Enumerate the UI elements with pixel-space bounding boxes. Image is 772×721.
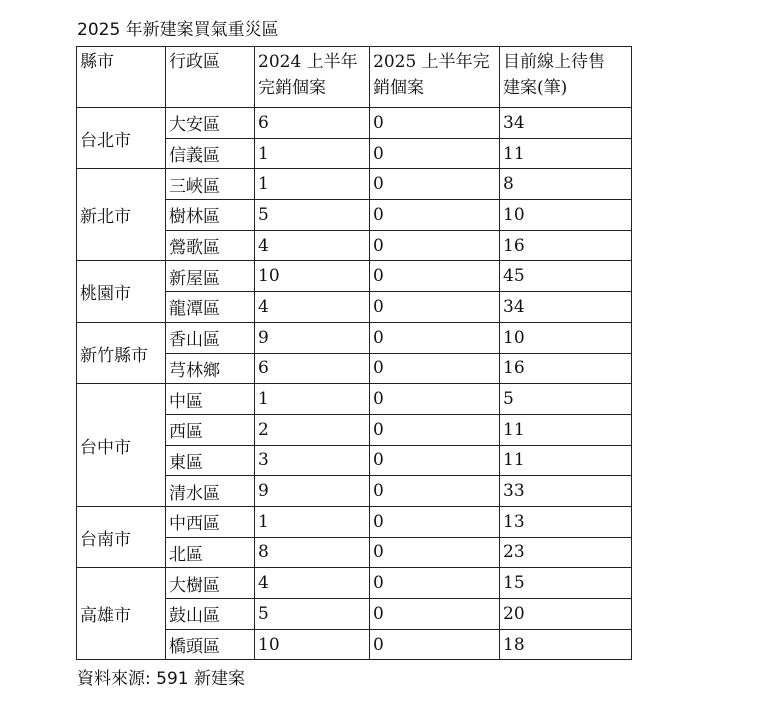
sold-2024-cell: 6 [255, 353, 370, 384]
district-cell: 中西區 [166, 506, 255, 537]
sold-2025-cell: 0 [370, 230, 500, 261]
sold-2025-cell: 0 [370, 445, 500, 476]
table-row [77, 506, 632, 537]
sold-2024-cell: 4 [255, 568, 370, 599]
sold-2025-cell: 0 [370, 537, 500, 568]
online-cell: 8 [500, 169, 632, 200]
district-cell: 三峽區 [166, 169, 255, 200]
sold-2024-cell: 1 [255, 384, 370, 415]
table-row [77, 108, 632, 139]
district-cell: 香山區 [166, 322, 255, 353]
district-cell: 西區 [166, 414, 255, 445]
sold-2025-cell: 0 [370, 476, 500, 507]
table-row [77, 169, 632, 200]
sold-2024-cell: 4 [255, 230, 370, 261]
table-row [77, 322, 632, 353]
online-cell: 18 [500, 629, 632, 660]
sold-2024-cell: 3 [255, 445, 370, 476]
data-table [76, 46, 632, 660]
sold-2025-cell: 0 [370, 414, 500, 445]
district-cell: 信義區 [166, 138, 255, 169]
district-cell: 中區 [166, 384, 255, 415]
district-cell: 北區 [166, 537, 255, 568]
online-cell: 11 [500, 138, 632, 169]
sold-2025-cell: 0 [370, 506, 500, 537]
sold-2024-cell: 5 [255, 200, 370, 231]
district-cell: 新屋區 [166, 261, 255, 292]
table-header [77, 47, 632, 108]
table-row [77, 384, 632, 415]
sold-2024-cell: 2 [255, 414, 370, 445]
sold-2025-cell: 0 [370, 200, 500, 231]
district-cell: 大安區 [166, 108, 255, 139]
online-cell: 11 [500, 414, 632, 445]
table-row [77, 261, 632, 292]
online-cell: 45 [500, 261, 632, 292]
sold-2024-cell: 1 [255, 138, 370, 169]
online-cell: 16 [500, 230, 632, 261]
sold-2024-cell: 10 [255, 629, 370, 660]
sold-2024-cell: 4 [255, 292, 370, 323]
sold-2025-cell: 0 [370, 169, 500, 200]
sold-2025-cell: 0 [370, 322, 500, 353]
source-note: 資料來源: 591 新建案 [77, 669, 245, 689]
header-row [77, 47, 632, 108]
online-cell: 23 [500, 537, 632, 568]
district-cell: 大樹區 [166, 568, 255, 599]
online-cell: 15 [500, 568, 632, 599]
sold-2024-cell: 9 [255, 476, 370, 507]
district-cell: 龍潭區 [166, 292, 255, 323]
online-cell: 10 [500, 322, 632, 353]
online-cell: 10 [500, 200, 632, 231]
city-cell: 桃園市 [77, 261, 166, 322]
city-cell: 高雄市 [77, 568, 166, 660]
header-district: 行政區 [166, 47, 255, 108]
sold-2024-cell: 5 [255, 599, 370, 630]
city-cell: 新竹縣市 [77, 322, 166, 383]
city-cell: 台北市 [77, 108, 166, 169]
sold-2024-cell: 9 [255, 322, 370, 353]
sold-2025-cell: 0 [370, 353, 500, 384]
header-sold-2025: 2025 上半年完 銷個案 [370, 47, 500, 108]
sold-2025-cell: 0 [370, 138, 500, 169]
district-cell: 清水區 [166, 476, 255, 507]
sold-2025-cell: 0 [370, 629, 500, 660]
online-cell: 34 [500, 108, 632, 139]
table-row [77, 568, 632, 599]
city-cell: 新北市 [77, 169, 166, 261]
sold-2025-cell: 0 [370, 599, 500, 630]
online-cell: 11 [500, 445, 632, 476]
sold-2025-cell: 0 [370, 261, 500, 292]
sold-2024-cell: 1 [255, 506, 370, 537]
district-cell: 鶯歌區 [166, 230, 255, 261]
district-cell: 樹林區 [166, 200, 255, 231]
online-cell: 13 [500, 506, 632, 537]
header-online: 目前線上待售 建案(筆) [500, 47, 632, 108]
district-cell: 芎林鄉 [166, 353, 255, 384]
district-cell: 鼓山區 [166, 599, 255, 630]
online-cell: 20 [500, 599, 632, 630]
online-cell: 16 [500, 353, 632, 384]
city-cell: 台南市 [77, 506, 166, 567]
table-title: 2025 年新建案買氣重災區 [77, 20, 279, 40]
sold-2024-cell: 8 [255, 537, 370, 568]
online-cell: 33 [500, 476, 632, 507]
sold-2024-cell: 10 [255, 261, 370, 292]
sold-2024-cell: 1 [255, 169, 370, 200]
header-city: 縣市 [77, 47, 166, 108]
district-cell: 橋頭區 [166, 629, 255, 660]
sold-2025-cell: 0 [370, 292, 500, 323]
sold-2025-cell: 0 [370, 568, 500, 599]
sold-2025-cell: 0 [370, 108, 500, 139]
table-body [77, 108, 632, 660]
online-cell: 34 [500, 292, 632, 323]
sold-2024-cell: 6 [255, 108, 370, 139]
district-cell: 東區 [166, 445, 255, 476]
header-sold-2024: 2024 上半年 完銷個案 [255, 47, 370, 108]
sold-2025-cell: 0 [370, 384, 500, 415]
city-cell: 台中市 [77, 384, 166, 507]
online-cell: 5 [500, 384, 632, 415]
